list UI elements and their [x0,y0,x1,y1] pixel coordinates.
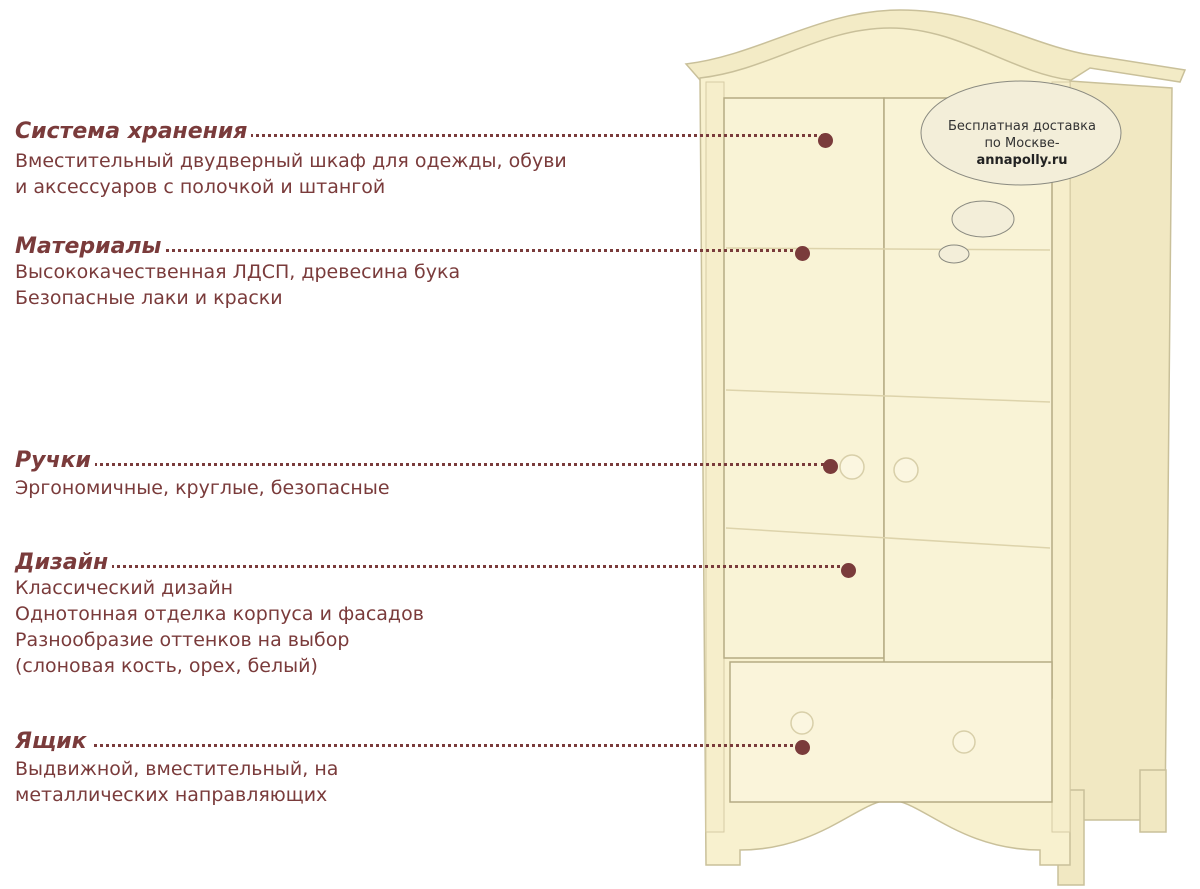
feature-materials-title: Материалы [15,233,165,261]
feature-storage-title: Система хранения [15,118,251,146]
delivery-bubble [926,118,1118,169]
feature-materials-line-1: Высококачественная ЛДСП, древесина бука [15,261,461,283]
bubble-line-2: по Москве- [984,136,1060,151]
bubble-line-1: Бесплатная доставка [948,119,1096,134]
feature-materials-line-2: Безопасные лаки и краски [15,287,283,309]
feature-storage-marker [818,133,833,148]
feature-materials-head [15,233,460,261]
feature-handles-title: Ручки [15,447,95,475]
feature-design-marker [841,563,856,578]
feature-materials-marker [795,246,810,261]
feature-handles-head [15,447,390,475]
feature-storage-line-2: и аксессуаров с полочкой и штангой [15,176,386,198]
feature-handles [15,447,390,501]
feature-design-leader [15,565,840,568]
feature-design-title: Дизайн [15,549,112,577]
feature-drawer-leader [15,744,800,747]
feature-drawer-title: Ящик [15,728,91,756]
feature-design [15,549,424,679]
feature-design-line-4: (слоновая кость, орех, белый) [15,655,318,677]
feature-materials [15,233,460,311]
feature-storage-line-1: Вместительный двудверный шкаф для одежды, обуви [15,150,567,172]
feature-design-head [15,549,424,577]
feature-design-line-1: Классический дизайн [15,577,234,599]
feature-drawer-marker [795,740,810,755]
feature-storage-head [15,118,567,146]
feature-design-line-2: Однотонная отделка корпуса и фасадов [15,603,424,625]
feature-drawer-line-2: металлических направляющих [15,784,328,806]
feature-handles-line-1: Эргономичные, круглые, безопасные [15,477,390,499]
feature-handles-leader [15,463,825,466]
feature-handles-marker [823,459,838,474]
feature-design-line-3: Разнообразие оттенков на выбор [15,629,350,651]
feature-drawer-line-1: Выдвижной, вместительный, на [15,758,339,780]
feature-drawer [15,728,338,808]
bubble-site: annapolly.ru [976,153,1068,168]
feature-storage [15,118,567,200]
feature-drawer-head [15,728,338,756]
